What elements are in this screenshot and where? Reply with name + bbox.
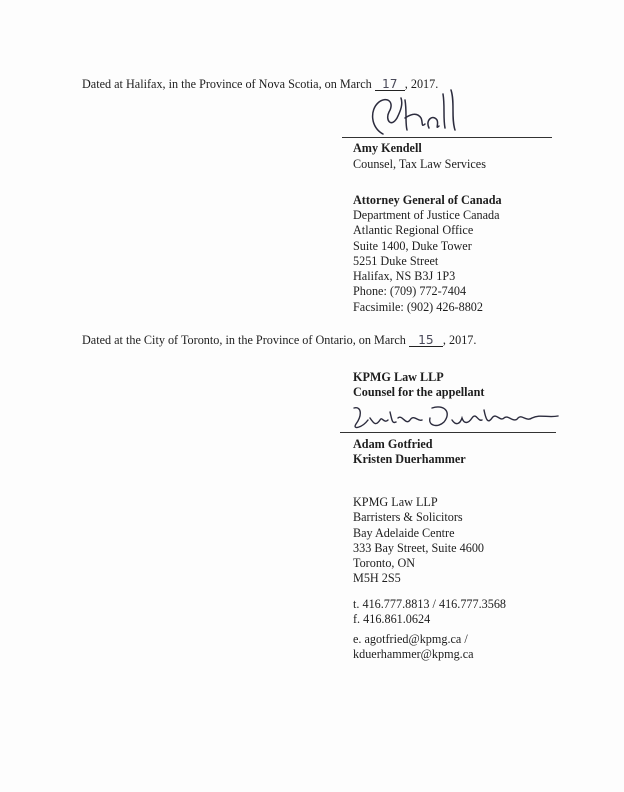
appellant-address-line: 333 Bay Street, Suite 4600 — [353, 540, 485, 555]
first-dated-suffix: , 2017. — [404, 77, 439, 91]
crown-address-line: Suite 1400, Duke Tower — [353, 238, 472, 253]
appellant-signature-image — [348, 402, 560, 432]
second-dated-suffix: , 2017. — [442, 333, 477, 347]
first-dated-day: 17 — [375, 78, 405, 91]
crown-address-line: Department of Justice Canada — [353, 208, 500, 222]
appellant-address-block — [353, 495, 484, 587]
crown-signature-image — [365, 88, 470, 140]
crown-signature-line — [342, 137, 552, 138]
second-dated-day: 15 — [409, 334, 443, 347]
appellant-address-line: Toronto, ON — [353, 556, 416, 571]
appellant-phone: t. 416.777.8813 / 416.777.3568 — [353, 597, 507, 611]
second-dated-line — [82, 333, 476, 347]
crown-address-block — [353, 208, 500, 315]
second-dated-prefix: Dated at the City of Toronto, in the Province of Ontario, on March — [82, 333, 406, 347]
appellant-firm-name: KPMG Law LLP — [353, 370, 444, 384]
appellant-signature-line — [340, 432, 556, 433]
appellant-fax: f. 416.861.0624 — [353, 612, 431, 627]
appellant-contact-block — [353, 597, 506, 628]
crown-org-name: Attorney General of Canada — [353, 193, 502, 207]
crown-signer-name: Amy Kendell — [353, 141, 422, 155]
appellant-email-line: e. agotfried@kpmg.ca / — [353, 632, 468, 646]
appellant-address-line: M5H 2S5 — [353, 571, 401, 586]
crown-signer-title: Counsel, Tax Law Services — [353, 157, 486, 171]
appellant-email-block — [353, 632, 474, 663]
appellant-address-line: Barristers & Solicitors — [353, 510, 463, 525]
appellant-signatory: Kristen Duerhammer — [353, 452, 466, 466]
appellant-address-line: KPMG Law LLP — [353, 495, 438, 509]
crown-address-line: 5251 Duke Street — [353, 253, 439, 268]
crown-fax: Facsimile: (902) 426-8802 — [353, 299, 483, 314]
first-dated-prefix: Dated at Halifax, in the Province of Nova Scotia, on March — [82, 77, 372, 91]
crown-phone: Phone: (709) 772-7404 — [353, 284, 467, 299]
crown-address-line: Atlantic Regional Office — [353, 223, 474, 238]
appellant-role: Counsel for the appellant — [353, 385, 485, 399]
crown-address-line: Halifax, NS B3J 1P3 — [353, 269, 456, 284]
appellant-address-line: Bay Adelaide Centre — [353, 525, 455, 540]
appellant-signatory: Adam Gotfried — [353, 437, 433, 451]
appellant-email-line: kduerhammer@kpmg.ca — [353, 647, 474, 662]
